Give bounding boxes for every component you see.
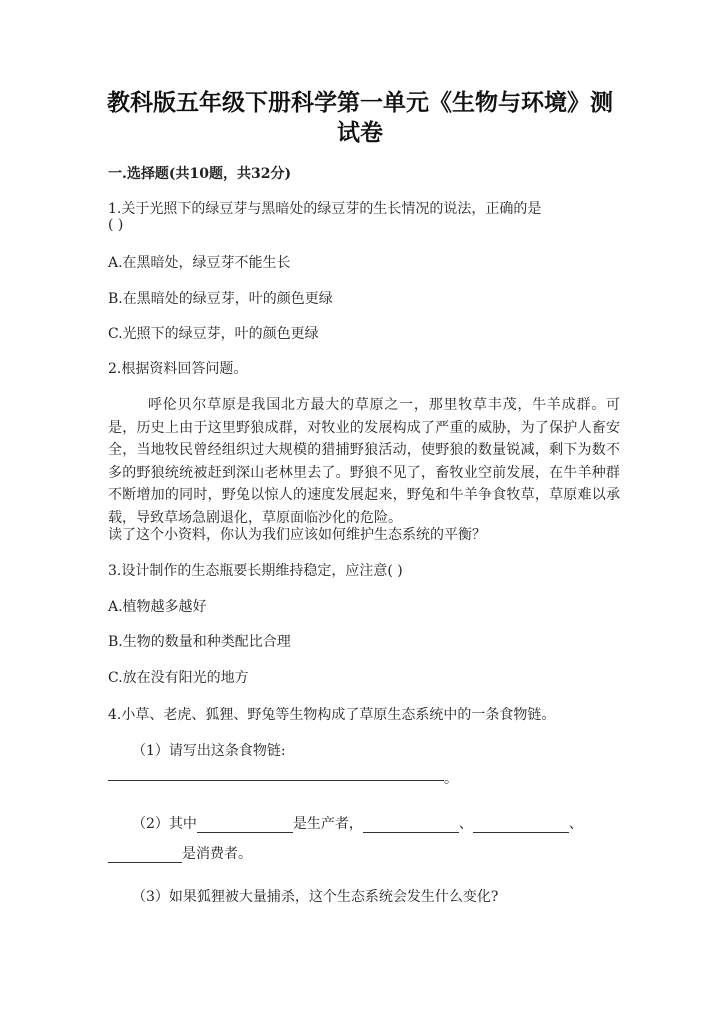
question-4-sub-3: （3）如果狐狸被大量捕杀，这个生态系统会发生什么变化? xyxy=(132,889,499,905)
question-2-stem: 2.根据资料回答问题。 xyxy=(108,361,248,377)
sub-2-producer-suffix: 是生产者， xyxy=(292,816,363,832)
sub-2-prefix: （2）其中 xyxy=(132,816,197,832)
producer-blank[interactable] xyxy=(197,818,293,833)
sub-2-separator-1: 、 xyxy=(458,816,473,832)
question-2-passage: 呼伦贝尔草原是我国北方最大的草原之一，那里牧草丰茂，牛羊成群。可是，历史上由于这里野狼成群，对牧业的发展构成了严重的威胁，为了保护人畜安全，当地牧民曾经组织过大规模的猎捕野狼活动，使野狼的数量锐减，剩下为数不多的野狼统统被赶到深山老林里去了。野狼不见了，畜牧业空前发展，在牛羊种群不断增加的同时，野兔以惊人的速度发展起来，野兔和牛羊争食牧草，草原难以承载，导致草场急剧退化，草原面临沙化的危险。 xyxy=(108,397,620,526)
sub-2-consumer-suffix: 是消费者。 xyxy=(182,846,252,862)
food-chain-period: 。 xyxy=(444,771,458,787)
sub-2-separator-2: 、 xyxy=(568,816,583,832)
question-1-option-c: C.光照下的绿豆芽，叶的颜色更绿 xyxy=(108,326,319,342)
page-title-line-1: 教科版五年级下册科学第一单元《生物与环境》测 xyxy=(107,89,613,116)
question-3-option-a: A.植物越多越好 xyxy=(108,599,207,615)
page-title xyxy=(100,88,620,148)
question-1-option-a: A.在黑暗处，绿豆芽不能生长 xyxy=(108,255,291,271)
consumer-blank-3[interactable] xyxy=(108,848,182,863)
question-4-sub-2-cont xyxy=(108,843,252,863)
question-4-sub-2 xyxy=(132,813,583,833)
question-1-option-b: B.在黑暗处的绿豆芽，叶的颜色更绿 xyxy=(108,291,333,307)
question-4-stem: 4.小草、老虎、狐狸、野兔等生物构成了草原生态系统中的一条食物链。 xyxy=(108,707,556,723)
consumer-blank-1[interactable] xyxy=(363,818,459,833)
section-header: 一.选择题(共10题，共32分) xyxy=(108,166,292,182)
food-chain-answer-blank[interactable] xyxy=(108,780,444,781)
question-2-prompt: 读了这个小资料，你认为我们应该如何维护生态系统的平衡？ xyxy=(108,527,486,543)
question-4-sub-1: （1）请写出这条食物链: xyxy=(132,743,286,759)
question-3-option-b: B.生物的数量和种类配比合理 xyxy=(108,634,291,650)
question-1-answer-paren: ( ) xyxy=(108,217,124,233)
question-3-option-c: C.放在没有阳光的地方 xyxy=(108,670,249,686)
question-1-stem: 1.关于光照下的绿豆芽与黑暗处的绿豆芽的生长情况的说法，正确的是 xyxy=(108,201,542,217)
question-3-stem: 3.设计制作的生态瓶要长期维持稳定，应注意( ) xyxy=(108,563,403,579)
consumer-blank-2[interactable] xyxy=(473,818,569,833)
page-title-line-2: 试卷 xyxy=(337,119,383,146)
